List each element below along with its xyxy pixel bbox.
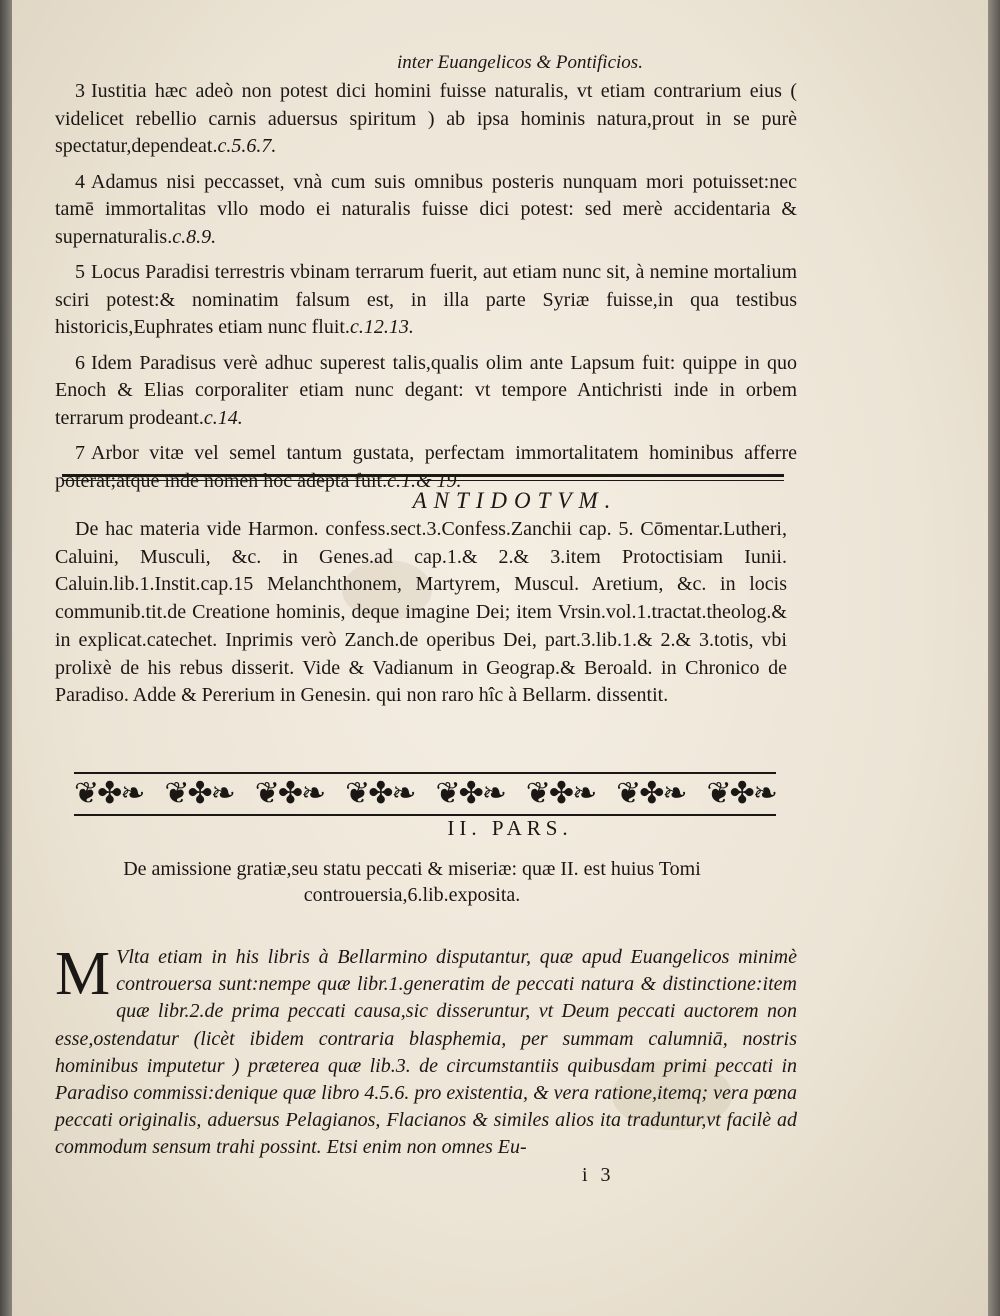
main-paragraph (55, 940, 797, 1162)
proposition-item (55, 78, 797, 161)
main-paragraph-text: Vlta etiam in his libris à Bellarmino disputantur, quæ apud Euangelicos minimè controuersa sunt:nempe quæ libr.1.generatim de peccati natura & distinctione:item quæ libr.2.de prima peccati causa,sic disseruntur, vt Deum peccati auctorem non esse,ostendatur (licèt ibidem contraria blasphemia, per summam calumniā, nostris hominibus imputetur ) præterea quæ lib.3. de circumstantiis quibusdam primi peccati in Paradiso commissi:denique quæ libro 4.5.6. pro existentia, & vera ratione,itemq; vera pœna peccati originalis, aduersus Pelagianos, Flacianos & similes alios ita traduntur,vt facilè ad commodum sensum trahi possint. Etsi enim non omnes Eu- (55, 946, 797, 1159)
antidotum-paragraph: De hac materia vide Harmon. confess.sect.3.Confess.Zanchii cap. 5. Cōmentar.Lutheri, Caluini, Musculi, &c. in Genes.ad cap.1.& 2.& 3.item Protoctisiam Iunii. Caluin.lib.1.Instit.cap.15 Melanchthonem, Martyrem, Muscul. Aretium, &c. in locis communib.tit.de Creatione hominis, deque imagine Dei; item Vrsin.vol.1.tractat.theolog.& in explicat.catechet. Inprimis verò Zanch.de operibus Dei, part.3.lib.1.& 2.& 3.totis, vbi prolixè de his rebus disserit. Vide & Vadianum in Geograp.& Beroald. in Chronico de Paradiso. Adde & Pererium in Genesin. qui non raro hîc à Bellarm. dissentit. (55, 518, 787, 707)
antidotum-heading: ANTIDOTVM. (412, 488, 618, 513)
proposition-number: 3 (75, 80, 85, 102)
fleuron-ornament: ❦✤❧ (345, 776, 415, 811)
proposition-text: Adamus nisi peccasset, vnà cum suis omnibus posteris nunquam mori potuisset:nec tamē immortalitas vllo modo ei naturalis fuisse dici potest: sed merè accidentaria & supernaturalis. (55, 170, 797, 248)
proposition-citation: c.5.6.7. (217, 135, 277, 157)
part-subtitle: De amissione gratiæ,seu statu peccati & miseriæ: quæ II. est huius Tomi controuersia,6.lib.exposita. (123, 858, 701, 906)
proposition-item (55, 350, 797, 433)
fleuron-ornament: ❦✤❧ (74, 776, 144, 811)
book-page (12, 0, 988, 1316)
proposition-item (55, 440, 797, 495)
fleuron-ornament: ❦✤❧ (525, 776, 596, 811)
proposition-item (55, 169, 797, 252)
part-heading: II. PARS. (447, 816, 573, 840)
ornamental-band (74, 772, 776, 816)
proposition-text: Iustitia hæc adeò non potest dici homini fuisse naturalis, vt etiam contrarium eius ( videlicet rebellio carnis aduersus spiritum ) ab ipsa hominis natura,prout in se purè spectatur,dependeat. (55, 80, 797, 157)
proposition-item (55, 259, 797, 342)
scan-edge-left (0, 0, 12, 1316)
proposition-citation: c.14. (203, 406, 243, 429)
fleuron-ornament: ❦✤❧ (616, 776, 686, 811)
drop-cap-initial: M (55, 940, 111, 1008)
section-divider (62, 474, 784, 481)
proposition-text: Locus Paradisi terrestris vbinam terrarum fuerit, aut etiam nunc sit, à nemine mortalium sciri potest:& nominatim falsum est, in illa parte Syriæ fuisse,in qua testibus historicis,Euphrates etiam nunc fluit. (55, 261, 797, 338)
proposition-citation: c.12.13. (349, 316, 414, 338)
proposition-number: 4 (75, 170, 85, 193)
proposition-text: Arbor vitæ vel semel tantum gustata, perfectam immortalitatem hominibus afferre poterat;atque inde nomen hoc adepta fuit. (55, 442, 797, 492)
proposition-number: 7 (75, 442, 85, 464)
proposition-citation: c.1.& 19. (387, 469, 462, 492)
proposition-citation: c.8.9. (172, 225, 217, 248)
proposition-number: 6 (75, 351, 85, 374)
signature-mark: i 3 (582, 1164, 615, 1186)
fleuron-ornament: ❦✤❧ (435, 776, 505, 811)
fleuron-ornament: ❦✤❧ (254, 776, 325, 811)
scan-edge-right (988, 0, 1000, 1316)
propositions-list (55, 78, 797, 503)
fleuron-ornament: ❦✤❧ (706, 776, 776, 811)
proposition-text: Idem Paradisus verè adhuc superest talis,qualis olim ante Lapsum fuit: quippe in quo Enoch & Elias corporaliter etiam nunc degant: vt tempore Antichristi inde in orbem terrarum prodeant. (55, 351, 797, 429)
running-head: inter Euangelicos & Pontificios. (397, 52, 643, 73)
fleuron-ornament: ❦✤❧ (164, 776, 234, 811)
proposition-number: 5 (75, 261, 85, 283)
